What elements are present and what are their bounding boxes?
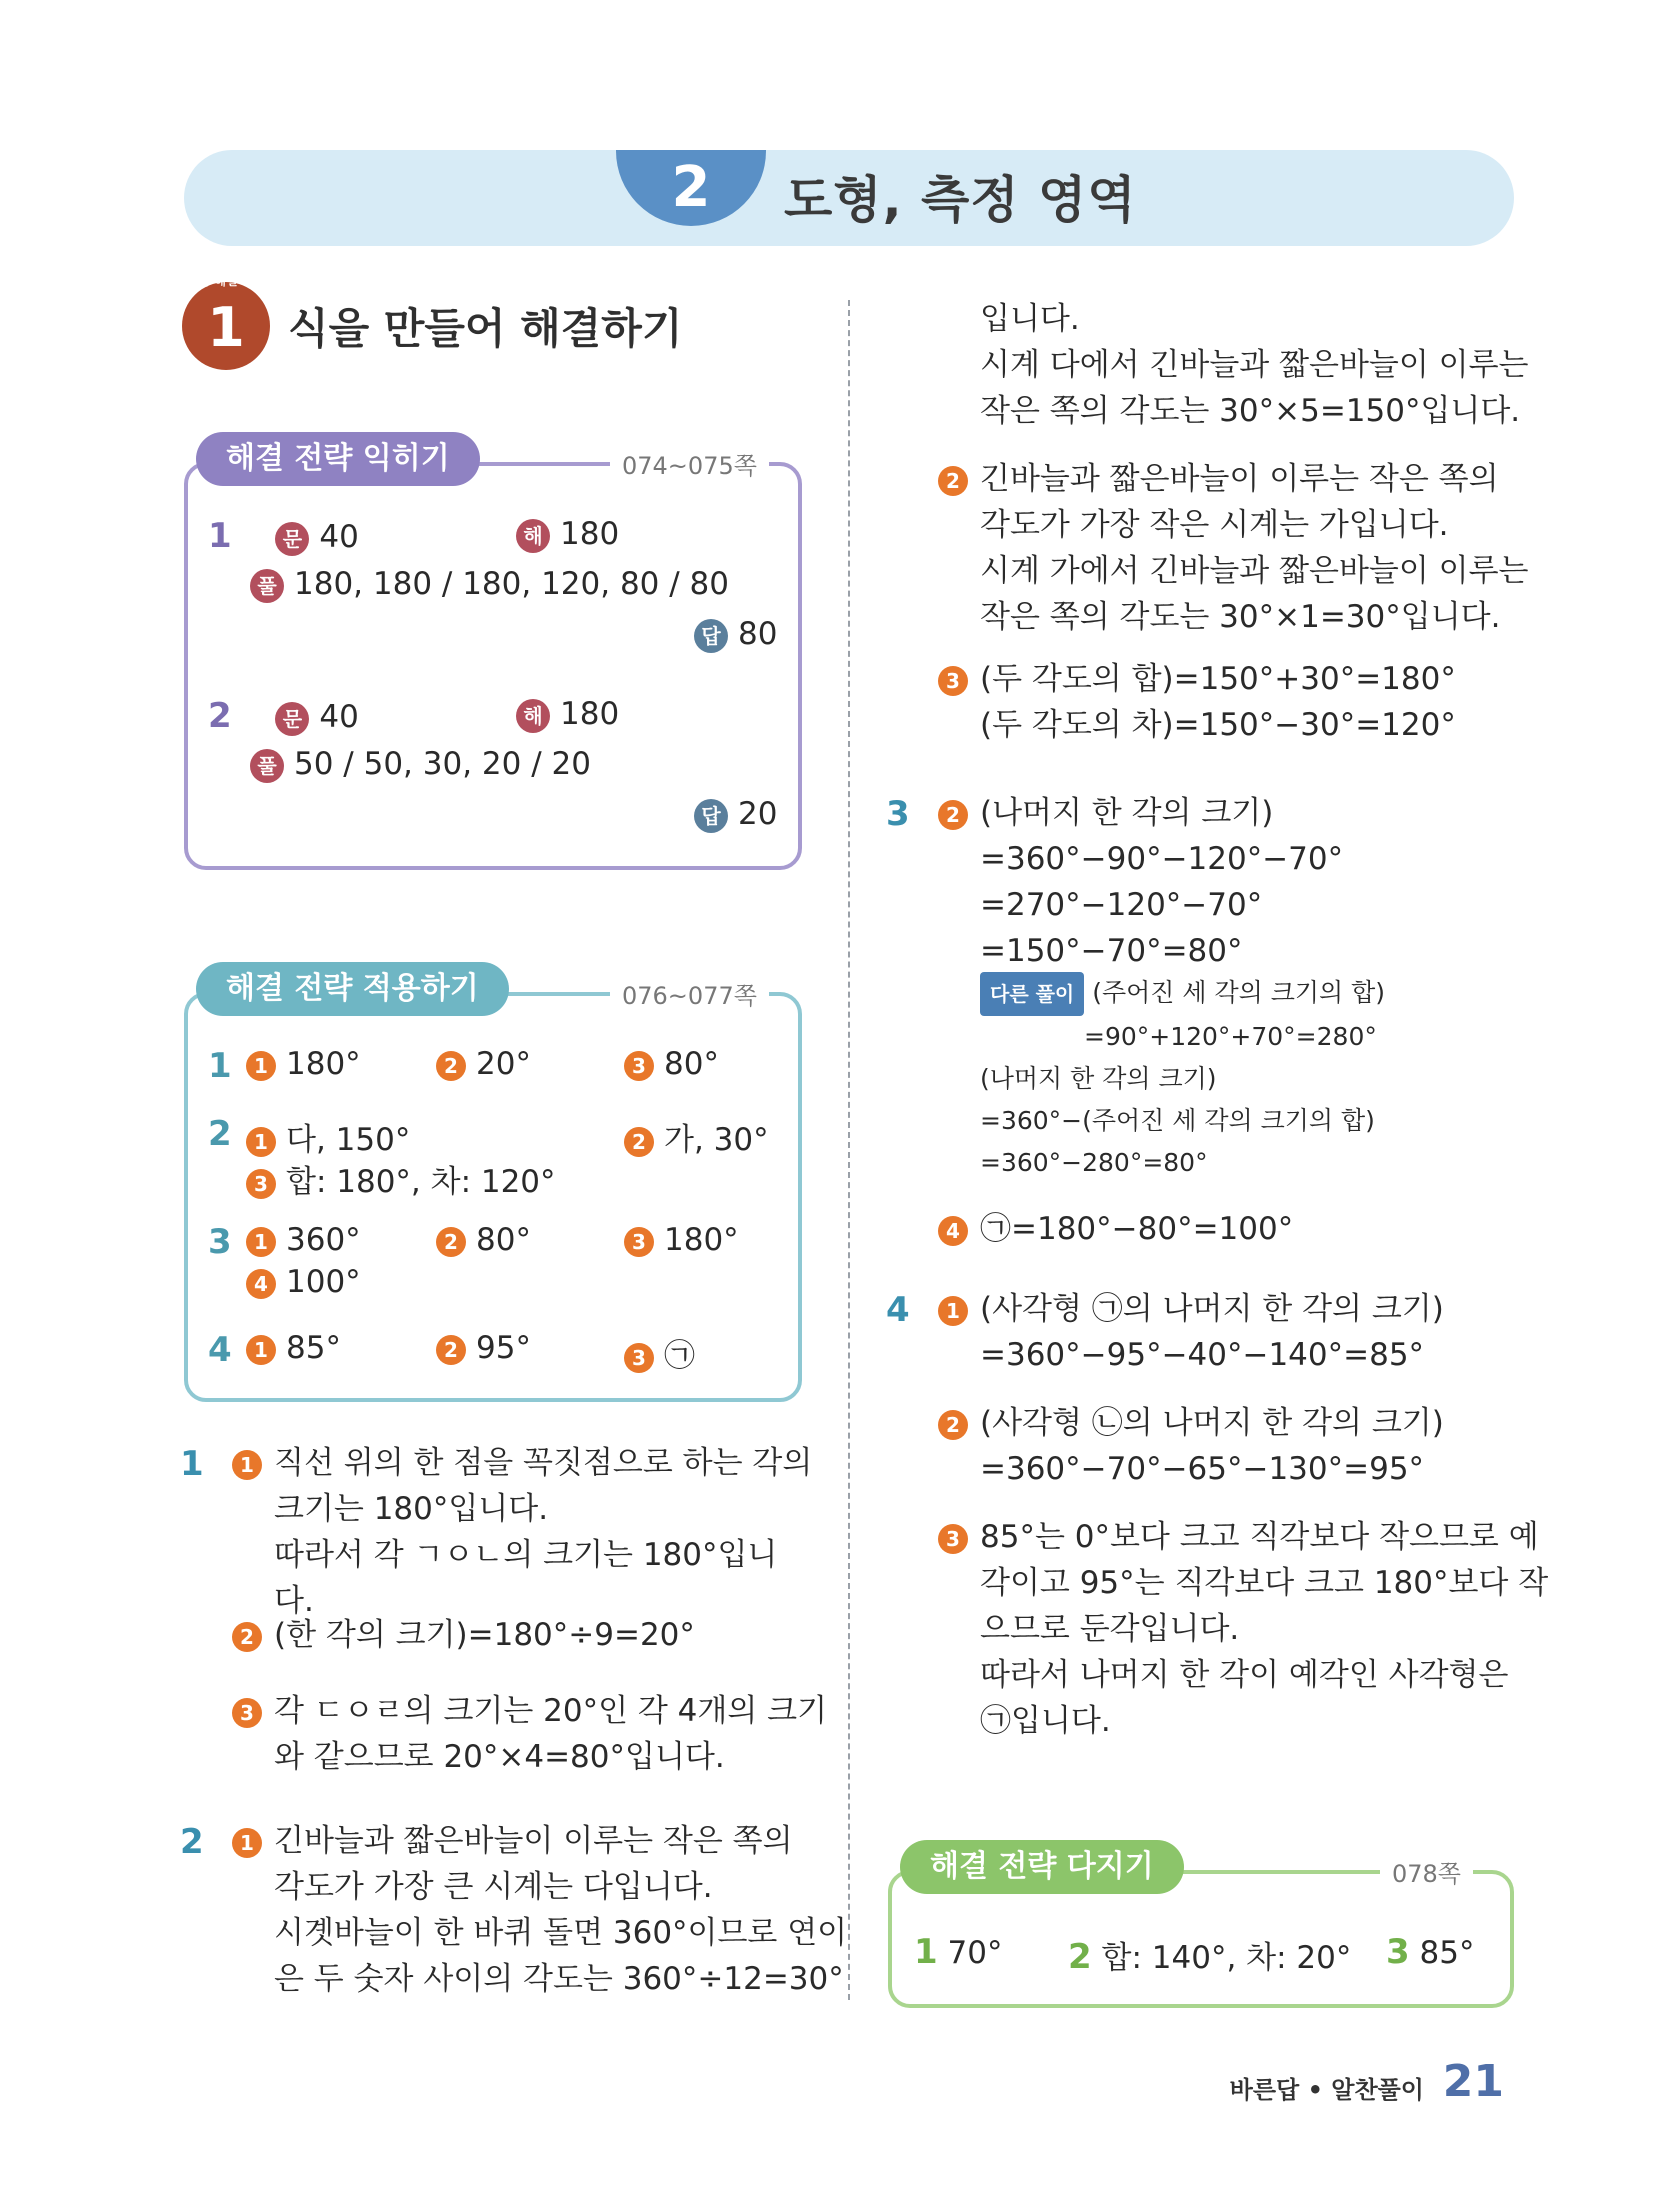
apply-r3-a	[246, 1222, 361, 1258]
circled-number: 1	[246, 1127, 276, 1157]
answer-value: 180°	[286, 1046, 361, 1082]
answer-value: 85°	[1419, 1935, 1475, 1971]
solution-1-3	[274, 1688, 827, 1780]
practice-q2-pul	[250, 746, 591, 783]
master-answer-2	[1068, 1932, 1351, 1977]
text-line: (두 각도의 차)=150°−30°=120°	[980, 707, 1456, 743]
text-line: 따라서 각 ㄱㅇㄴ의 크기는 180°입니다.	[274, 1537, 778, 1619]
text-line: =90°+120°+70°=280°	[1084, 1022, 1377, 1051]
question-number: 1	[208, 516, 232, 556]
circled-number: 3	[624, 1051, 654, 1081]
column-divider	[848, 300, 850, 2000]
circled-number-wrap	[938, 1216, 978, 1246]
circled-number-wrap	[938, 1410, 978, 1440]
text-line: 작은 쪽의 각도는 30°×5=150°입니다.	[980, 393, 1521, 429]
text-line: =360°−95°−40°−140°=85°	[980, 1337, 1425, 1373]
answer-value: 40	[319, 699, 359, 735]
circled-number: 1	[246, 1051, 276, 1081]
solution-3-2	[980, 790, 1343, 974]
question-number: 1	[914, 1932, 938, 1972]
apply-r3-b	[436, 1222, 531, 1258]
question-number: 4	[208, 1330, 232, 1370]
circled-number: 2	[938, 800, 968, 830]
apply-r3-d	[246, 1264, 361, 1300]
text-line: 으므로 둔각입니다.	[980, 1611, 1240, 1647]
circled-number: 2	[938, 466, 968, 496]
solution-number: 4	[886, 1290, 910, 1330]
text-line: ㉠입니다.	[980, 1703, 1111, 1739]
circled-number: 2	[232, 1622, 262, 1652]
text-line: (한 각의 크기)=180°÷9=20°	[274, 1617, 695, 1653]
text-line: 각이고 95°는 직각보다 크고 180°보다 작	[980, 1565, 1549, 1601]
question-number: 2	[1068, 1937, 1092, 1977]
solution-4-3	[980, 1514, 1548, 1744]
text-line: 크기는 180°입니다.	[274, 1491, 549, 1527]
text-line: 작은 쪽의 각도는 30°×1=30°입니다.	[980, 599, 1501, 635]
text-line: (나머지 한 각의 크기)	[980, 1064, 1217, 1093]
answer-value: 다, 150°	[286, 1122, 411, 1158]
apply-label: 해결 전략 적용하기	[196, 962, 509, 1016]
solution-number: 2	[180, 1822, 204, 1862]
question-number: 2	[208, 696, 232, 736]
master-answer-3	[1386, 1932, 1474, 1972]
circled-number: 3	[938, 666, 968, 696]
text-line: 시곗바늘이 한 바퀴 돌면 360°이므로 연이	[274, 1915, 848, 1951]
apply-r4-b	[436, 1330, 531, 1366]
text-line: 긴바늘과 짧은바늘이 이루는 작은 쪽의	[274, 1823, 793, 1859]
section-number-badge: 1	[182, 282, 270, 370]
answer-value: 가, 30°	[664, 1122, 769, 1158]
apply-r2-b	[624, 1114, 769, 1159]
text-line: =360°−70°−65°−130°=95°	[980, 1451, 1425, 1487]
footer-book-title: 바른답 • 알찬풀이	[1229, 2076, 1424, 2104]
answer-value: 40	[319, 519, 359, 555]
circled-number: 3	[624, 1343, 654, 1373]
solution-2-1	[274, 1818, 847, 2002]
text-line: =360°−(주어진 세 각의 크기의 합)	[980, 1106, 1375, 1135]
pul-tag: 풀	[250, 569, 284, 603]
circled-number-wrap	[232, 1698, 272, 1728]
question-number: 3	[208, 1222, 232, 1262]
solution-3-4	[980, 1206, 1293, 1252]
circled-number: 2	[436, 1335, 466, 1365]
circled-number: 2	[624, 1127, 654, 1157]
answer-value: 100°	[286, 1264, 361, 1300]
apply-r2-c	[246, 1156, 556, 1201]
solution-2-3	[980, 656, 1456, 748]
text-line: 각도가 가장 작은 시계는 가입니다.	[980, 507, 1449, 543]
text-line: 85°는 0°보다 크고 직각보다 작으므로 예	[980, 1519, 1539, 1555]
answer-value: 180, 180 / 180, 120, 80 / 80	[294, 566, 729, 602]
text-line: 직선 위의 한 점을 꼭짓점으로 하는 각의	[274, 1445, 813, 1481]
circled-number-wrap	[938, 1296, 978, 1326]
master-answer-1	[914, 1932, 1002, 1972]
alternative-solution	[980, 972, 1385, 1184]
solution-number: 1	[180, 1444, 204, 1484]
apply-r2-a	[246, 1114, 410, 1159]
circled-number: 1	[232, 1450, 262, 1480]
text-line: =360°−90°−120°−70°	[980, 841, 1344, 877]
answer-value: 50 / 50, 30, 20 / 20	[294, 746, 591, 782]
question-number: 1	[208, 1046, 232, 1086]
answer-value: ㉠	[664, 1338, 695, 1374]
solution-2-2	[980, 456, 1529, 640]
pul-tag: 풀	[250, 749, 284, 783]
apply-pages: 076~077쪽	[610, 976, 769, 1011]
text-line: ㉠=180°−80°=100°	[980, 1211, 1294, 1247]
apply-r1-c	[624, 1046, 719, 1082]
circled-number-wrap	[232, 1450, 272, 1480]
text-line: (나머지 한 각의 크기)	[980, 795, 1274, 831]
alt-solution-tag: 다른 풀이	[980, 972, 1084, 1016]
apply-row-4	[208, 1330, 232, 1370]
text-line: (두 각도의 합)=150°+30°=180°	[980, 661, 1456, 697]
answer-value: 180	[560, 516, 620, 552]
circled-number-wrap	[232, 1622, 272, 1652]
circled-number: 1	[232, 1828, 262, 1858]
practice-q1-line1	[208, 516, 359, 556]
practice-q2-dap	[694, 796, 777, 833]
apply-r3-c	[624, 1222, 739, 1258]
practice-q2-line1	[208, 696, 359, 736]
answer-value: 80°	[476, 1222, 531, 1258]
text-line: =150°−70°=80°	[980, 933, 1243, 969]
circled-number: 4	[938, 1216, 968, 1246]
master-pages: 078쪽	[1380, 1854, 1473, 1889]
chapter-number: 2	[616, 150, 766, 226]
practice-q1-hae	[516, 516, 619, 553]
text-line: =270°−120°−70°	[980, 887, 1263, 923]
text-line: (주어진 세 각의 크기의 합)	[1092, 978, 1386, 1007]
dap-tag: 답	[694, 799, 728, 833]
text-line: 입니다.	[980, 301, 1080, 337]
mun-tag: 문	[275, 702, 309, 736]
chapter-title: 도형, 측정 영역	[784, 171, 1137, 229]
circled-number: 3	[938, 1524, 968, 1554]
circled-number-wrap	[938, 666, 978, 696]
section-badge-caption: 유형 해결 전략	[187, 274, 265, 288]
practice-q2-hae	[516, 696, 619, 733]
answer-value: 70°	[947, 1935, 1003, 1971]
circled-number: 1	[938, 1296, 968, 1326]
solution-4-1	[980, 1286, 1444, 1378]
text-line: 긴바늘과 짧은바늘이 이루는 작은 쪽의	[980, 461, 1499, 497]
text-line: 시계 가에서 긴바늘과 짧은바늘이 이루는	[980, 553, 1529, 589]
circled-number-wrap	[938, 466, 978, 496]
text-line: 와 같으므로 20°×4=80°입니다.	[274, 1739, 725, 1775]
circled-number: 1	[246, 1227, 276, 1257]
answer-value: 85°	[286, 1330, 341, 1366]
circled-number: 2	[436, 1227, 466, 1257]
hae-tag: 해	[516, 699, 550, 733]
answer-value: 360°	[286, 1222, 361, 1258]
answer-value: 합: 180°, 차: 120°	[286, 1164, 556, 1200]
solution-number: 3	[886, 794, 910, 834]
text-line: =360°−280°=80°	[980, 1148, 1208, 1177]
circled-number: 1	[246, 1335, 276, 1365]
circled-number: 3	[246, 1169, 276, 1199]
apply-r1-b	[436, 1046, 531, 1082]
page-number: 21	[1442, 2056, 1504, 2107]
text-line: 시계 다에서 긴바늘과 짧은바늘이 이루는	[980, 347, 1529, 383]
hae-tag: 해	[516, 519, 550, 553]
apply-row-1	[208, 1046, 232, 1086]
practice-pages: 074~075쪽	[610, 446, 769, 481]
circled-number-wrap	[938, 800, 978, 830]
circled-number: 3	[232, 1698, 262, 1728]
answer-value: 합: 140°, 차: 20°	[1101, 1940, 1352, 1976]
master-label: 해결 전략 다지기	[900, 1840, 1184, 1894]
answer-value: 80	[738, 616, 778, 652]
circled-number-wrap	[232, 1828, 272, 1858]
text-line: 각 ㄷㅇㄹ의 크기는 20°인 각 4개의 크기	[274, 1693, 828, 1729]
answer-value: 180	[560, 696, 620, 732]
apply-row-2	[208, 1114, 232, 1154]
answer-value: 95°	[476, 1330, 531, 1366]
apply-row-3	[208, 1222, 232, 1262]
circled-number: 4	[246, 1269, 276, 1299]
apply-r1-a	[246, 1046, 361, 1082]
solution-4-2	[980, 1400, 1444, 1492]
solution-1-1	[274, 1440, 814, 1624]
text-line: 은 두 숫자 사이의 각도는 360°÷12=30°	[274, 1961, 844, 1997]
question-number: 3	[1386, 1932, 1410, 1972]
dap-tag: 답	[694, 619, 728, 653]
practice-q1-dap	[694, 616, 777, 653]
answer-value: 180°	[664, 1222, 739, 1258]
practice-label: 해결 전략 익히기	[196, 432, 480, 486]
question-number: 2	[208, 1114, 232, 1154]
apply-r4-a	[246, 1330, 341, 1366]
practice-q1-pul	[250, 566, 729, 603]
circled-number: 3	[624, 1227, 654, 1257]
answer-value: 80°	[664, 1046, 719, 1082]
solution-1-2	[274, 1612, 695, 1658]
circled-number-wrap	[938, 1524, 978, 1554]
apply-r4-c	[624, 1330, 695, 1375]
section-title: 식을 만들어 해결하기	[288, 304, 683, 353]
text-line: 각도가 가장 큰 시계는 다입니다.	[274, 1869, 713, 1905]
answer-value: 20	[738, 796, 778, 832]
mun-tag: 문	[275, 522, 309, 556]
text-line: (사각형 ㉡의 나머지 한 각의 크기)	[980, 1405, 1444, 1441]
circled-number: 2	[436, 1051, 466, 1081]
answer-value: 20°	[476, 1046, 531, 1082]
text-line: (사각형 ㉠의 나머지 한 각의 크기)	[980, 1291, 1444, 1327]
solution-2-1-cont	[980, 296, 1529, 434]
text-line: 따라서 나머지 한 각이 예각인 사각형은	[980, 1657, 1509, 1693]
circled-number: 2	[938, 1410, 968, 1440]
